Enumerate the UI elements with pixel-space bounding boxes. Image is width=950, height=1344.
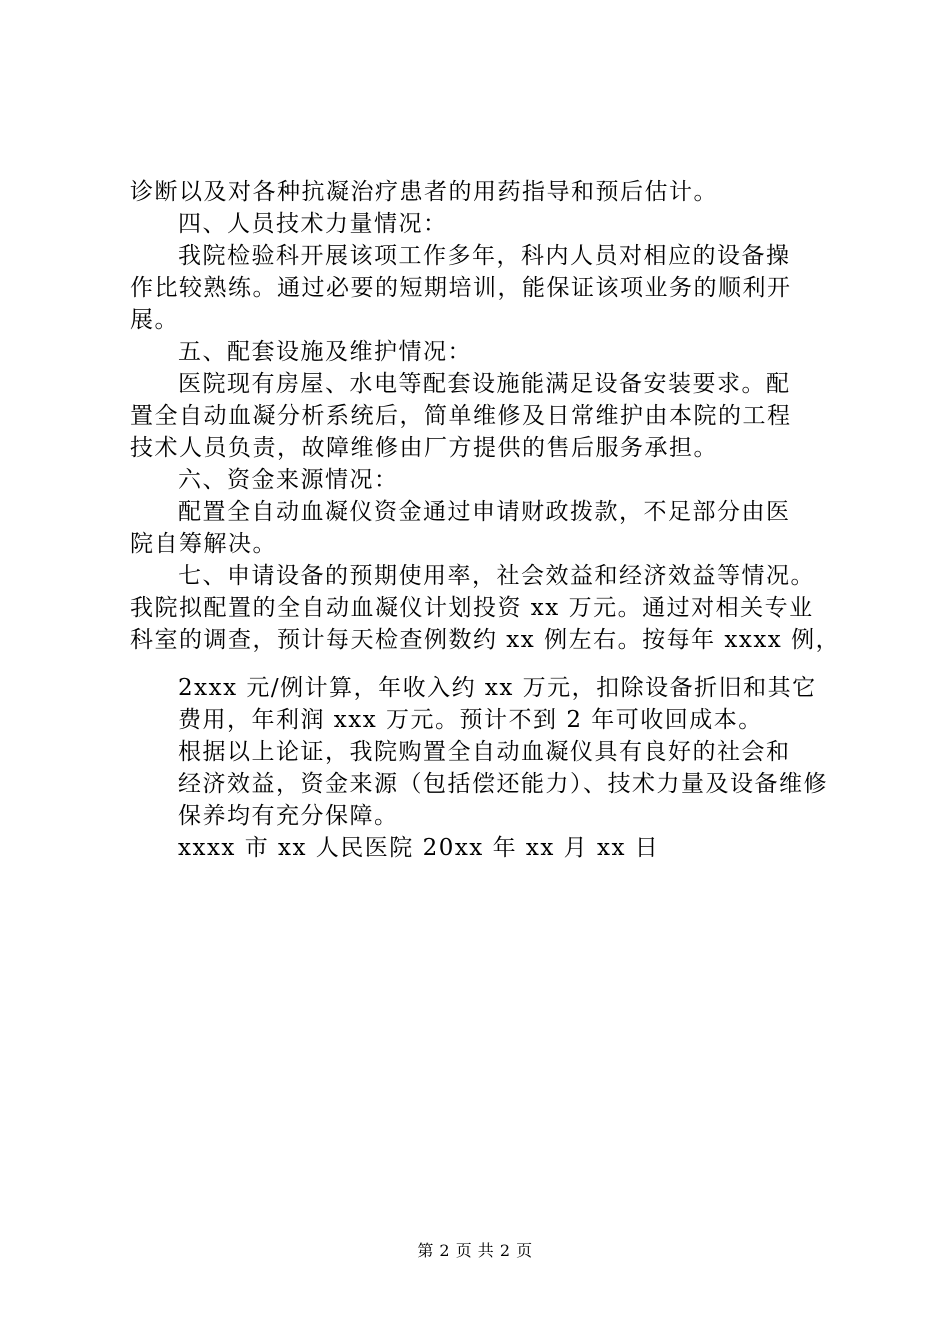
body-line: 费用，年利润 xxx 万元。预计不到 2 年可收回成本。 [178,707,763,733]
body-line: 经济效益，资金来源（包括偿还能力）、技术力量及设备维修 [178,771,828,797]
section-heading: 六、资金来源情况： [178,467,399,493]
body-line: 院自筹解决。 [130,531,277,557]
body-line: 保养均有充分保障。 [178,803,399,829]
body-line: 我院检验科开展该项工作多年，科内人员对相应的设备操 [178,243,791,269]
body-line: 2xxx 元/例计算，年收入约 xx 万元，扣除设备折旧和其它 [178,675,817,701]
signature-date-line: xxxx 市 xx 人民医院 20xx 年 xx 月 xx 日 [178,835,660,861]
body-line: 科室的调查，预计每天检查例数约 xx 例左右。按每年 xxxx 例， [130,627,841,653]
body-line: 展。 [130,307,179,333]
page-number-footer: 第 2 页 共 2 页 [417,1241,533,1260]
body-line: 我院拟配置的全自动血凝仪计划投资 xx 万元。通过对相关专业 [130,595,814,621]
body-line: 诊断以及对各种抗凝治疗患者的用药指导和预后估计。 [130,179,718,205]
body-line: 置全自动血凝分析系统后，简单维修及日常维护由本院的工程 [130,403,792,429]
section-heading: 七、申请设备的预期使用率，社会效益和经济效益等情况。 [178,563,815,589]
section-heading: 五、配套设施及维护情况： [178,339,472,365]
body-line: 作比较熟练。通过必要的短期培训，能保证该项业务的顺利开 [130,275,792,301]
body-line: 技术人员负责，故障维修由厂方提供的售后服务承担。 [130,435,718,461]
body-line: 配置全自动血凝仪资金通过申请财政拨款，不足部分由医 [178,499,791,525]
body-line: 医院现有房屋、水电等配套设施能满足设备安装要求。配 [178,371,791,397]
section-heading: 四、人员技术力量情况： [178,211,448,237]
body-line: 根据以上论证，我院购置全自动血凝仪具有良好的社会和 [178,739,791,765]
